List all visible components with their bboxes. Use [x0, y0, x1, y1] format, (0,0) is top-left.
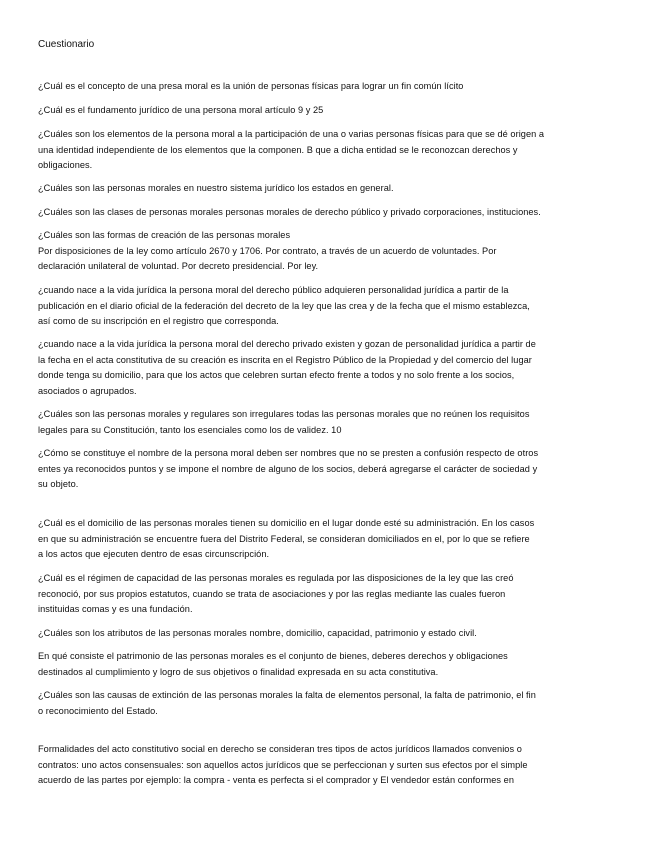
paragraph-line: publicación en el diario oficial de la federación del decreto de la ley que las crea y de la fecha que el mismo establezca,: [38, 300, 530, 311]
paragraph-line: instituidas comas y es una fundación.: [38, 604, 193, 614]
question-formas-creacion: [38, 228, 622, 275]
paragraph-line: ¿Cuál es el fundamento jurídico de una persona moral artículo 9 y 25: [38, 105, 324, 115]
paragraph-formalidades: [38, 742, 622, 789]
question-fundamento: [38, 103, 622, 119]
question-elementos: [38, 127, 622, 174]
paragraph-line: ¿Cuáles son las clases de personas morales personas morales de derecho público y privado corporaciones, instituciones.: [38, 207, 541, 217]
question-domicilio: [38, 516, 622, 563]
paragraph-line: Formalidades del acto constitutivo social en derecho se consideran tres tipos de actos jurídicos llamados convenios o: [38, 744, 522, 754]
paragraph-line: a los actos que ejecuten dentro de esas circunscripción.: [38, 549, 270, 559]
paragraph-line: así como de su inscripción en el registro que corresponda.: [38, 316, 279, 326]
question-atributos: [38, 626, 622, 642]
paragraph-line: Por disposiciones de la ley como artículo 2670 y 1706. Por contrato, a través de un acuerdo de voluntades. Por: [38, 245, 497, 256]
paragraph-line: destinados al cumplimiento y logro de sus objetivos o finalidad expresada en su acta constitutiva.: [38, 666, 439, 677]
paragraph-line: la fecha en el acta constitutiva de su creación es inscrita en el Registro Público de la Propiedad y del comercio del lugar: [38, 354, 532, 365]
paragraph-line: una identidad independiente de los elementos que la componen. B que a dicha entidad se le reconozcan derechos y: [38, 144, 518, 155]
paragraph-line: declaración unilateral de voluntad. Por decreto presidencial. Por ley.: [38, 261, 319, 271]
paragraph-line: acuerdo de las partes por ejemplo: la compra - venta es perfecta si el comprador y El vendedor están conformes en: [38, 775, 514, 785]
question-derecho-privado: [38, 337, 622, 399]
paragraph-line: contratos: uno actos consensuales: son aquellos actos jurídicos que se perfeccionan y surten sus efectos por el simple: [38, 759, 528, 770]
question-personas-morales: [38, 181, 622, 197]
paragraph-line: reconoció, por sus propios estatutos, cuando se trata de asociaciones y por las reglas mediante las cuales fueron: [38, 588, 506, 599]
question-nombre: [38, 446, 622, 493]
paragraph-line: En qué consiste el patrimonio de las personas morales es el conjunto de bienes, deberes derechos y obligaciones: [38, 651, 508, 661]
paragraph-line: ¿Cuáles son las personas morales y regulares son irregulares todas las personas morales que no reúnen los requisitos: [38, 409, 530, 419]
question-patrimonio: [38, 649, 622, 680]
document-title: Cuestionario: [38, 39, 95, 50]
paragraph-line: en que su administración se encuentre fuera del Distrito Federal, se consideran domiciliados en el, por lo que se refiere: [38, 533, 530, 544]
paragraph-line: ¿Cómo se constituye el nombre de la persona moral deben ser nombres que no se presten a confusión respecto de otros: [38, 448, 539, 458]
question-extincion: [38, 688, 622, 719]
paragraph-line: entes ya reconocidos puntos y se impone el nombre de alguno de los socios, deberá agregarse el carácter de sociedad y: [38, 463, 538, 474]
question-capacidad: [38, 571, 622, 618]
paragraph-line: ¿cuando nace a la vida jurídica la persona moral del derecho público adquieren personalidad jurídica a partir de la: [38, 285, 509, 295]
paragraph-line: ¿Cuáles son las causas de extinción de las personas morales la falta de elementos personal, la falta de patrimonio, el fin: [38, 690, 536, 700]
paragraph-line: su objeto.: [38, 479, 79, 489]
paragraph-line: legales para su Constitución, tanto los esenciales como los de validez. 10: [38, 424, 342, 435]
paragraph-line: ¿cuando nace a la vida jurídica la persona moral del derecho privado existen y gozan de personalidad jurídica a partir de: [38, 339, 536, 349]
paragraph-line: ¿Cuáles son los atributos de las personas morales nombre, domicilio, capacidad, patrimonio y estado civil.: [38, 628, 477, 638]
question-derecho-publico: [38, 283, 622, 330]
paragraph-line: ¿Cuál es el régimen de capacidad de las personas morales es regulada por las disposiciones de la ley que las creó: [38, 573, 514, 583]
paragraph-line: ¿Cuál es el domicilio de las personas morales tienen su domicilio en el lugar donde esté su administración. En los casos: [38, 518, 535, 528]
paragraph-line: ¿Cuáles son las personas morales en nuestro sistema jurídico los estados en general.: [38, 183, 394, 193]
question-irregulares: [38, 407, 622, 438]
paragraph-line: asociados o agrupados.: [38, 385, 137, 396]
paragraph-line: donde tenga su domicilio, para que los actos que celebren surtan efecto frente a todos y no solo frente a los socios,: [38, 370, 515, 380]
paragraph-line: obligaciones.: [38, 160, 93, 170]
paragraph-line: o reconocimiento del Estado.: [38, 705, 158, 716]
question-concepto: [38, 79, 622, 95]
paragraph-line: ¿Cuáles son los elementos de la persona moral a la participación de una o varias personas físicas para que se dé origen a: [38, 129, 545, 139]
paragraph-line: ¿Cuáles son las formas de creación de las personas morales: [38, 230, 291, 240]
paragraph-line: ¿Cuál es el concepto de una presa moral es la unión de personas físicas para lograr un fin común lícito: [38, 81, 464, 91]
question-clases: [38, 205, 622, 221]
